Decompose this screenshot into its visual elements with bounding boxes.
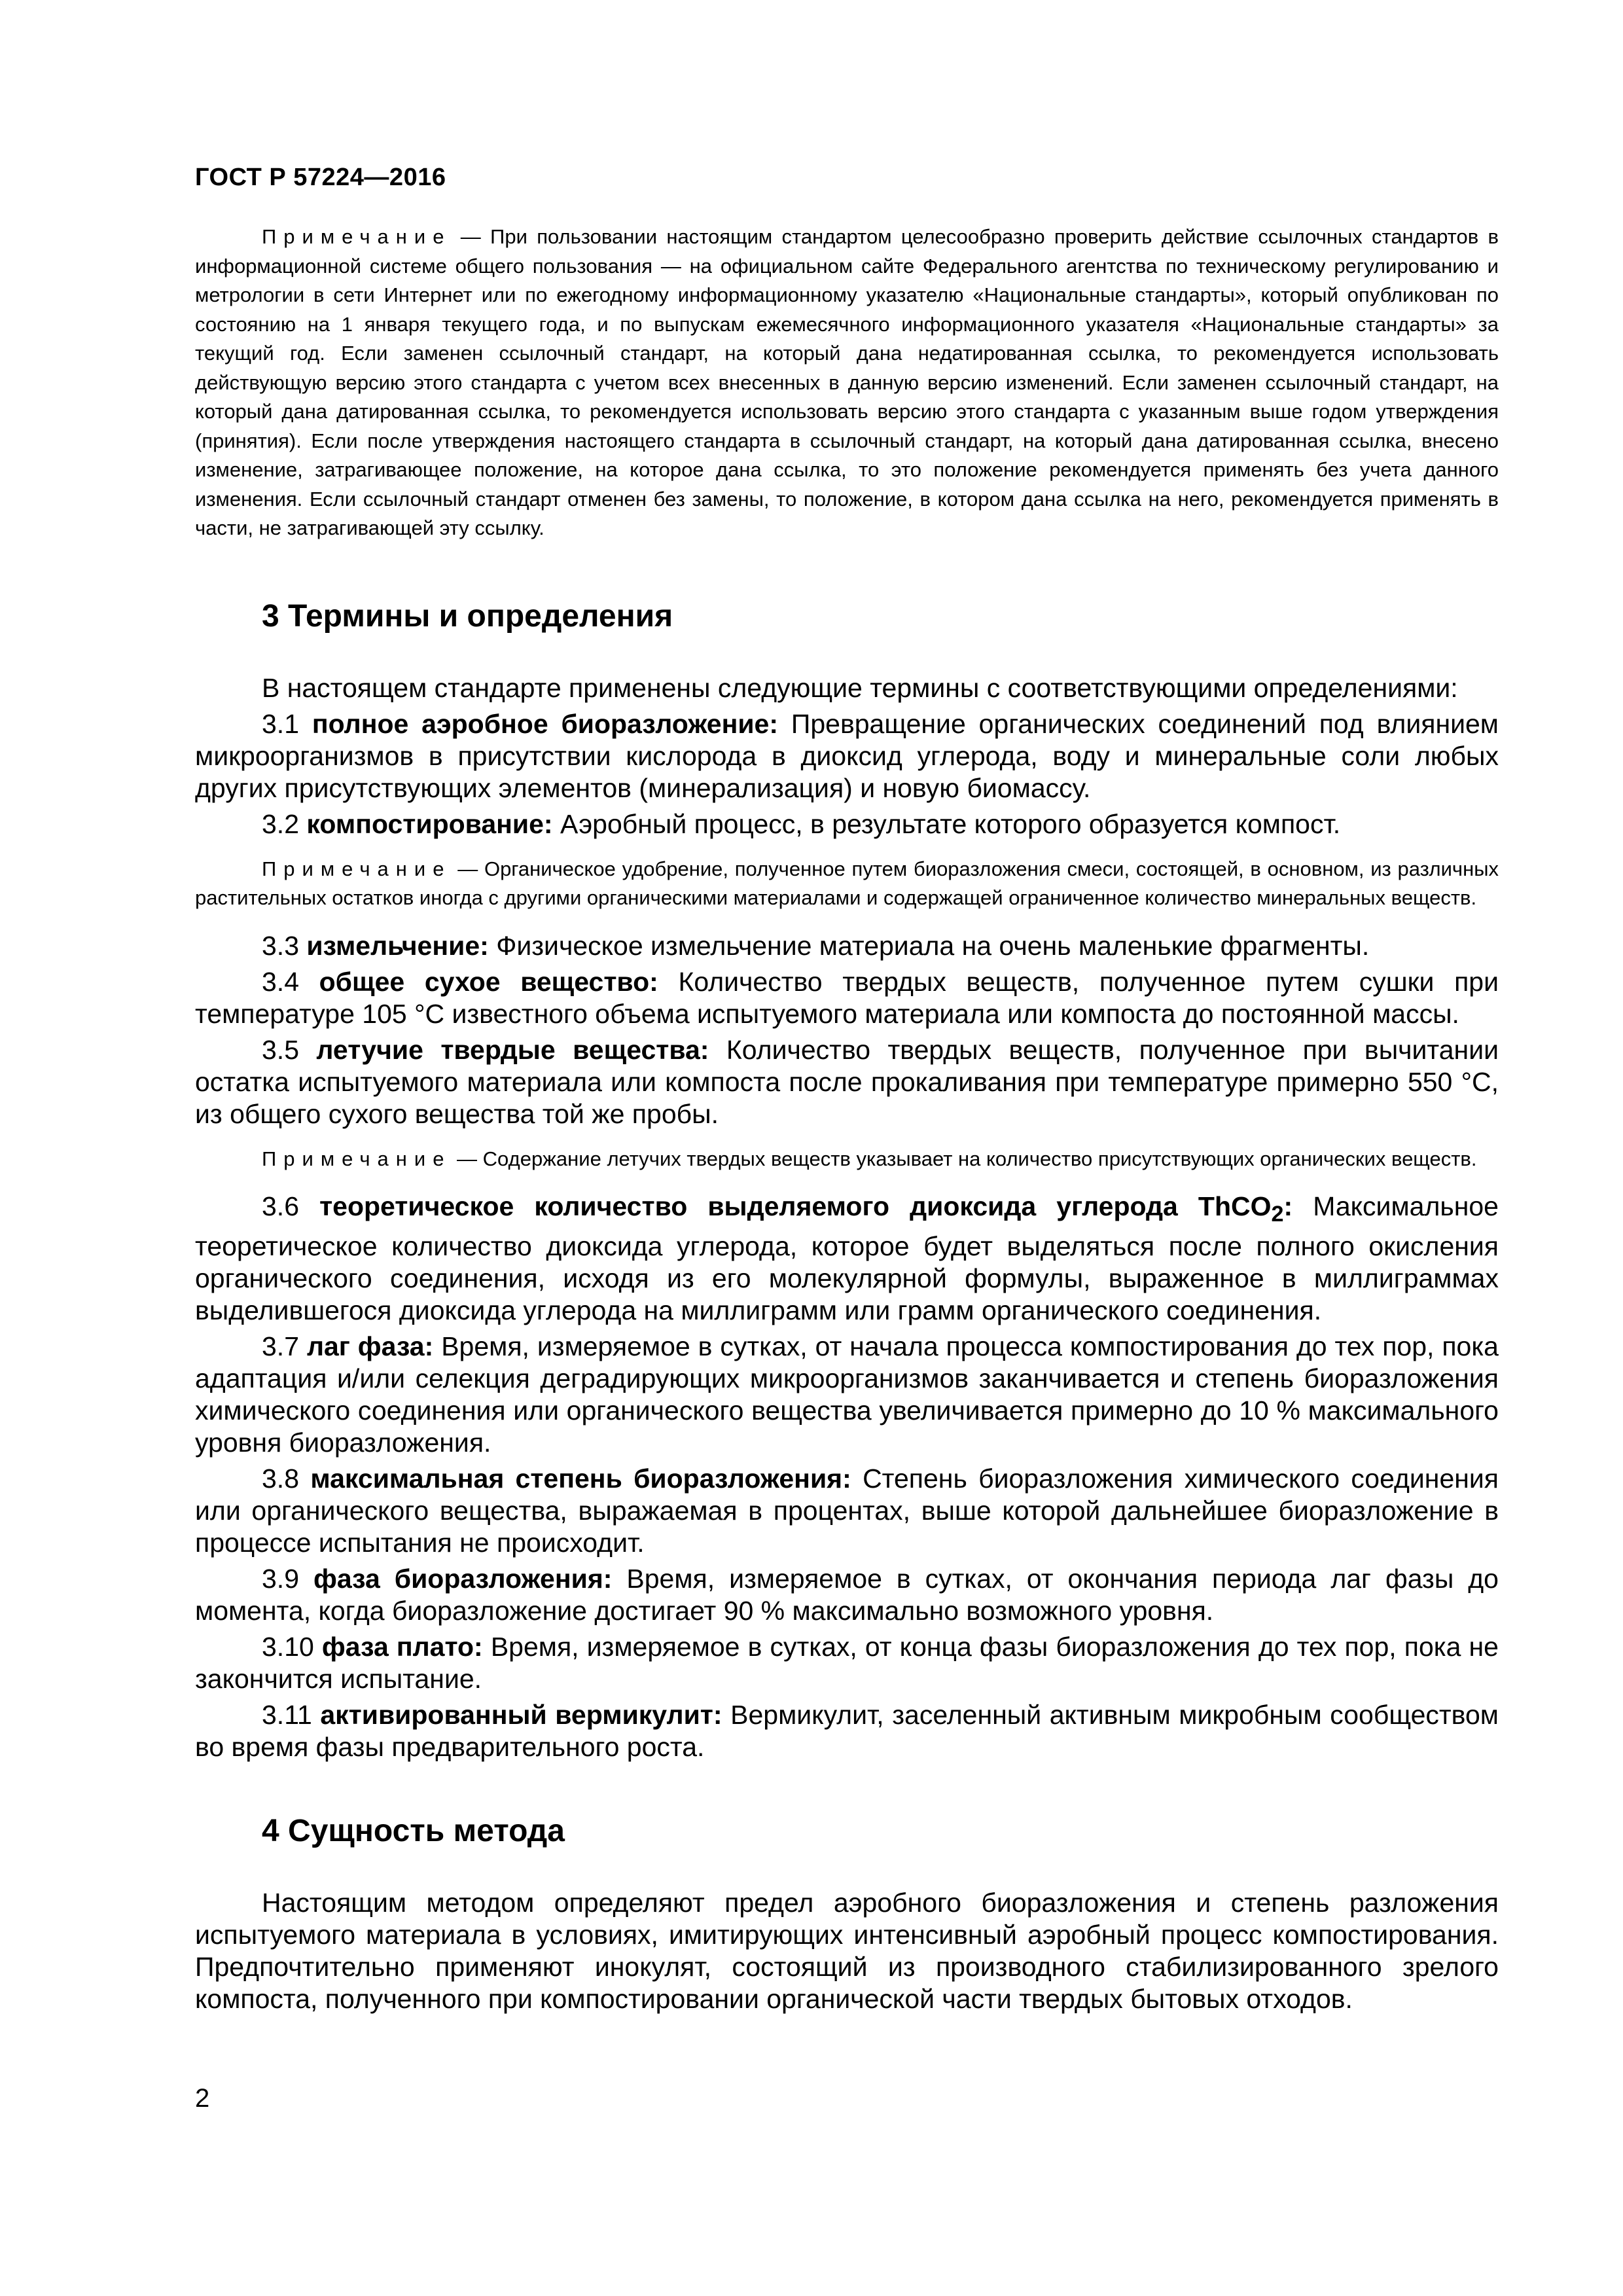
term-number: 3.7: [262, 1331, 299, 1362]
note-references: [195, 223, 1499, 543]
section-3-heading: 3 Термины и определения: [262, 598, 673, 634]
note-label: Примечание: [262, 1147, 452, 1170]
term-colon: :: [1283, 1191, 1293, 1221]
term-number: 3.5: [262, 1034, 299, 1065]
section-4-text: Настоящим методом определяют предел аэробного биоразложения и степень разложения испытуемого материала в условиях, имитирующих интенсивный аэробный процесс компостирования. Предпочтительно применяют инокулят, состоящий из производного стабилизированного зрелого компоста, полученного при компостировании органической части твердых бытовых отходов.: [195, 1888, 1499, 2015]
term-definition: Время, измеряемое в сутках, от начала процесса компостирования до тех пор, пока адаптация и/или селекция деградирующих микроорганизмов заканчивается и степень биоразложения химического соединения или органического вещества увеличивается примерно до 10 % максимального уровня биоразложения.: [195, 1331, 1499, 1458]
note-volatile-solids: [195, 1145, 1499, 1174]
term-name-text: теоретическое количество выделяемого диоксида углерода ThCO: [319, 1191, 1272, 1221]
term-name: максимальная степень биоразложения:: [310, 1463, 851, 1494]
term-number: 3.1: [262, 708, 299, 739]
term-name: компостирование:: [306, 808, 553, 839]
term-number: 3.3: [262, 930, 299, 961]
term-3-10: [195, 1631, 1499, 1695]
section-3-intro: В настоящем стандарте применены следующие термины с соответствующими определениями:: [262, 672, 1458, 703]
term-definition: Аэробный процесс, в результате которого образуется компост.: [560, 808, 1341, 839]
term-definition: Степень биоразложения химического соединения или органического вещества, выражаемая в процентах, выше которой дальнейшее биоразложение в процессе испытания не происходит.: [195, 1463, 1499, 1558]
term-3-3: [195, 930, 1499, 962]
term-number: 3.8: [262, 1463, 299, 1494]
term-name: общее сухое вещество:: [319, 966, 658, 997]
term-definition: Максимальное теоретическое количество диоксида углерода, которое будет выделяться после полного окисления органического соединения, исходя из его молекулярной формулы, выраженное в миллиграммах выделившегося диоксида углерода на миллиграмм или грамм органического соединения.: [195, 1191, 1499, 1326]
term-name: полное аэробное биоразложение:: [312, 708, 779, 739]
term-subscript: 2: [1271, 1202, 1284, 1227]
note-text: — При пользовании настоящим стандартом целесообразно проверить действие ссылочных стандартов в информационной системе общего пользования — на официальном сайте Федерального агентства по техническому регулированию и метрологии в сети Интернет или по ежегодному информационному указателю «Национальные стандарты», который опубликован по состоянию на 1 января текущего года, и по выпускам ежемесячного информационного указателя «Национальные стандарты» за текущий год. Если заменен ссылочный стандарт, на который дана недатированная ссылка, то рекомендуется использовать действующую версию этого стандарта с учетом всех внесенных в данную версию изменений. Если заменен ссылочный стандарт, на который дана датированная ссылка, то рекомендуется использовать версию этого стандарта с указанным выше годом утверждения (принятия). Если после утверждения настоящего стандарта в ссылочный стандарт, на который дана датированная ссылка, внесено изменение, затрагивающее положение, на которое дана ссылка, то это положение рекомендуется применять без учета данного изменения. Если ссылочный стандарт отменен без замены, то положение, в котором дана ссылка на него, рекомендуется применять в части, не затрагивающей эту ссылку.: [195, 225, 1499, 539]
term-number: 3.11: [262, 1700, 312, 1731]
term-name: летучие твердые вещества:: [316, 1034, 709, 1065]
note-label: Примечание: [262, 857, 452, 880]
term-3-2: [195, 808, 1499, 840]
term-number: 3.2: [262, 808, 299, 839]
term-definition: Вермикулит, заселенный активным микробным сообществом во время фазы предварительного роста.: [195, 1700, 1499, 1763]
page-number: 2: [195, 2084, 210, 2113]
term-number: 3.9: [262, 1564, 299, 1594]
term-3-1: [195, 708, 1499, 804]
term-definition: Количество твердых веществ, полученное путем сушки при температуре 105 °С известного объема испытуемого материала или компоста до постоянной массы.: [195, 966, 1499, 1029]
term-3-8: [195, 1463, 1499, 1559]
term-name: фаза плато:: [321, 1632, 483, 1662]
term-3-9: [195, 1563, 1499, 1627]
term-name: активированный вермикулит:: [320, 1700, 722, 1731]
term-definition: Превращение органических соединений под влиянием микроорганизмов в присутствии кислорода в диоксид углерода, воду и минеральные соли любых других присутствующих элементов (минерализация) и новую биомассу.: [195, 708, 1499, 803]
term-number: 3.6: [262, 1191, 299, 1221]
term-definition: Время, измеряемое в сутках, от окончания периода лаг фазы до момента, когда биоразложение достигает 90 % максимально возможного уровня.: [195, 1564, 1499, 1626]
note-label: Примечание: [262, 225, 452, 248]
term-definition: Количество твердых веществ, полученное при вычитании остатка испытуемого материала или компоста после прокаливания при температуре примерно 550 °С, из общего сухого вещества той же пробы.: [195, 1034, 1499, 1129]
note-text: — Содержание летучих твердых веществ указывает на количество присутствующих органических веществ.: [451, 1147, 1477, 1170]
term-name: фаза биоразложения:: [313, 1564, 613, 1594]
term-definition: Физическое измельчение материала на очень маленькие фрагменты.: [496, 930, 1370, 961]
term-3-5: [195, 1034, 1499, 1130]
term-name: лаг фаза:: [306, 1331, 434, 1362]
term-number: 3.10: [262, 1632, 314, 1662]
page-content: [195, 223, 1499, 2015]
term-3-11: [195, 1699, 1499, 1763]
document-code: ГОСТ Р 57224—2016: [195, 164, 446, 191]
term-number: 3.4: [262, 966, 299, 997]
term-definition: Время, измеряемое в сутках, от конца фазы биоразложения до тех пор, пока не закончится испытание.: [195, 1632, 1499, 1695]
term-3-7: [195, 1331, 1499, 1459]
note-compost: [195, 855, 1499, 913]
term-3-6: [195, 1191, 1499, 1327]
note-text: — Органическое удобрение, полученное путем биоразложения смеси, состоящей, в основном, из различных растительных остатков иногда с другими органическими материалами и содержащей ограниченное количество минеральных веществ.: [195, 857, 1499, 909]
section-4-heading: 4 Сущность метода: [262, 1814, 565, 1849]
term-3-4: [195, 966, 1499, 1030]
term-name: [319, 1191, 1293, 1227]
term-name: измельчение:: [306, 930, 489, 961]
